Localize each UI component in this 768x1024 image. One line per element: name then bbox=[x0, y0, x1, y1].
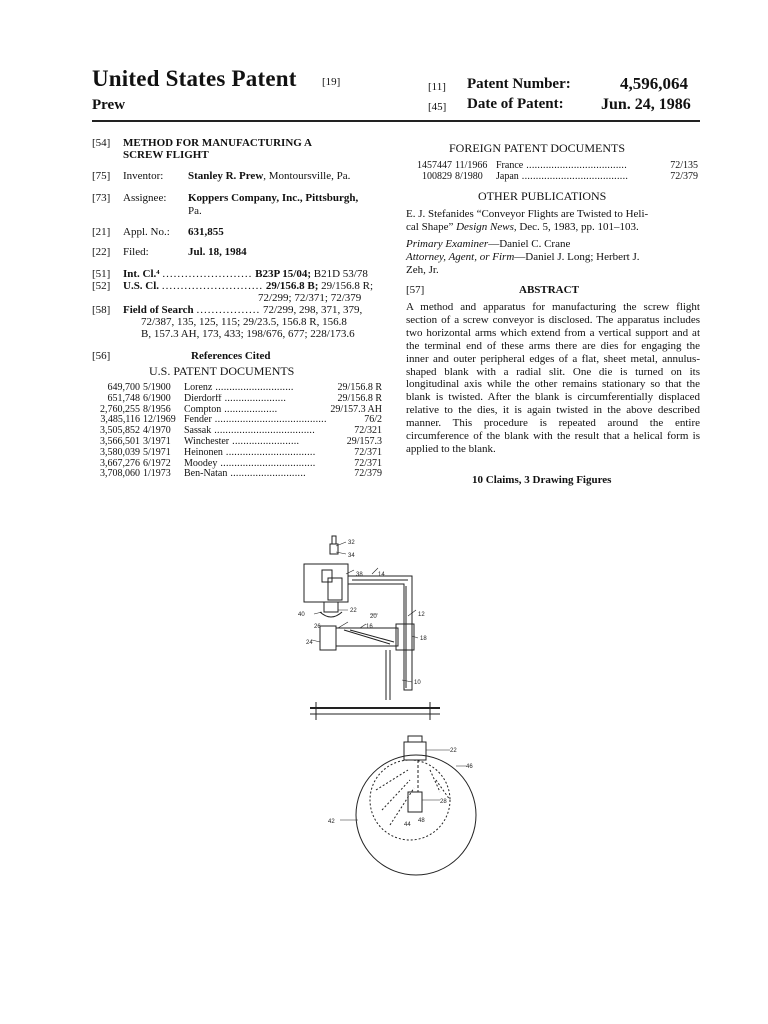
inventor-value: Stanley R. Prew, Montoursville, Pa. bbox=[188, 170, 351, 182]
us-references-list bbox=[100, 383, 382, 480]
reference-leader-dots: ...................................... bbox=[521, 171, 629, 182]
filed-value: Jul. 18, 1984 bbox=[188, 246, 247, 258]
reference-name: Fender bbox=[184, 415, 212, 426]
appl-value: 631,855 bbox=[188, 226, 224, 238]
reference-name: Lorenz bbox=[184, 383, 213, 393]
fos-line3: B, 157.3 AH, 173, 433; 198/676, 677; 228/173.6 bbox=[141, 328, 355, 340]
reference-number: 3,485,116 bbox=[100, 415, 140, 426]
refs-code: [56] bbox=[92, 350, 111, 362]
patent-number: 4,596,064 bbox=[620, 74, 688, 93]
reference-row bbox=[100, 448, 382, 459]
reference-row bbox=[100, 437, 382, 448]
svg-text:46: 46 bbox=[466, 764, 473, 770]
foreign-docs-title: FOREIGN PATENT DOCUMENTS bbox=[449, 141, 626, 155]
reference-date: 3/1971 bbox=[143, 436, 171, 447]
svg-text:10: 10 bbox=[414, 680, 421, 686]
reference-class: 72/321 bbox=[354, 426, 382, 437]
reference-number: 100829 bbox=[422, 171, 452, 182]
filed-label: Filed: bbox=[123, 246, 149, 258]
svg-text:40: 40 bbox=[298, 612, 305, 618]
inventor-code: [75] bbox=[92, 170, 111, 182]
reference-row bbox=[100, 459, 382, 470]
date-label: Date of Patent: bbox=[467, 96, 564, 112]
reference-number: 1457447 bbox=[417, 161, 452, 171]
patent-date: Jun. 24, 1986 bbox=[601, 96, 691, 113]
reference-date: 1/1973 bbox=[143, 469, 171, 480]
foreign-references-list bbox=[412, 161, 698, 183]
blank-labels bbox=[328, 748, 473, 828]
reference-leader-dots: ........................... bbox=[230, 469, 306, 480]
claims-summary: 10 Claims, 3 Drawing Figures bbox=[472, 474, 612, 486]
reference-name: Heinonen bbox=[184, 447, 223, 458]
attorney: Attorney, Agent, or Firm—Daniel J. Long; Herbert J. bbox=[406, 251, 640, 263]
abstract-title: ABSTRACT bbox=[519, 284, 579, 296]
reference-date: 6/1900 bbox=[143, 393, 171, 404]
svg-text:44: 44 bbox=[404, 822, 411, 828]
reference-number: 651,748 bbox=[107, 393, 140, 404]
svg-text:20: 20 bbox=[370, 614, 377, 620]
reference-number: 3,505,852 bbox=[100, 426, 140, 437]
reference-leader-dots: .................................... bbox=[526, 161, 628, 171]
svg-text:18: 18 bbox=[420, 636, 427, 642]
svg-text:22: 22 bbox=[350, 608, 357, 614]
reference-date: 4/1970 bbox=[143, 426, 171, 437]
reference-name: Sassak bbox=[184, 426, 212, 437]
patent-drawing bbox=[290, 530, 490, 880]
reference-class: 72/371 bbox=[354, 447, 382, 458]
svg-text:42: 42 bbox=[328, 819, 335, 825]
intcl-row: Int. Cl.⁴ ........................ B23P 15/04; B21D 53/78 bbox=[123, 268, 368, 280]
reference-row bbox=[100, 415, 382, 426]
reference-class: 29/157.3 bbox=[346, 436, 382, 447]
reference-row bbox=[100, 426, 382, 437]
svg-text:22: 22 bbox=[450, 748, 457, 754]
uscl-line2: 72/299; 72/371; 72/379 bbox=[258, 292, 362, 304]
svg-text:34: 34 bbox=[348, 553, 355, 559]
patent-title: United States Patent bbox=[92, 66, 297, 91]
blank-figure bbox=[356, 736, 476, 875]
reference-row bbox=[100, 383, 382, 394]
reference-number: 3,708,060 bbox=[100, 469, 140, 480]
appl-label: Appl. No.: bbox=[123, 226, 170, 238]
svg-text:24: 24 bbox=[306, 640, 313, 646]
reference-leader-dots: ............................ bbox=[215, 383, 294, 393]
reference-date: 6/1972 bbox=[143, 458, 171, 469]
reference-name: France bbox=[496, 161, 524, 171]
reference-date: 8/1980 bbox=[455, 171, 483, 182]
other-pubs-title: OTHER PUBLICATIONS bbox=[478, 189, 607, 203]
svg-text:28: 28 bbox=[440, 799, 447, 805]
reference-date: 12/1969 bbox=[143, 415, 176, 426]
abstract-text: A method and apparatus for manufacturing the screw flight section of a screw conveyor is disclosed. The apparatus includes two horizontal arms which extend from a vertical support and at the terminal end of these arms there are dies for engaging the inner and outer peripheral edges of a flat, sheet metal, annulus-shaped blank with a radial slit. One die is turned on its longitudinal axis while the other remains stationary so that the blank is twisted. After the blank is circumferentially displaced relative to the dies, it is again twisted in the above described manner. This procedure is repeated around the entire circumference of the blank with the result that a helical form is applied to the blank. bbox=[406, 301, 700, 455]
reference-leader-dots: ................... bbox=[224, 404, 278, 415]
reference-leader-dots: .................................... bbox=[214, 426, 316, 437]
abstract-code: [57] bbox=[406, 284, 425, 296]
reference-row bbox=[412, 161, 698, 172]
title-field-code: [54] bbox=[92, 137, 111, 149]
svg-text:14: 14 bbox=[378, 572, 385, 578]
fos-code: [58] bbox=[92, 304, 111, 316]
other-pub-line1: E. J. Stefanides “Conveyor Flights are Twisted to Heli- bbox=[406, 208, 649, 220]
inventor-label: Inventor: bbox=[123, 170, 164, 182]
reference-class: 72/135 bbox=[670, 161, 698, 171]
reference-name: Ben-Natan bbox=[184, 469, 228, 480]
assignee-line1: Koppers Company, Inc., Pittsburgh, bbox=[188, 192, 359, 204]
uscl-code: [52] bbox=[92, 280, 111, 292]
reference-name: Compton bbox=[184, 404, 222, 415]
filed-code: [22] bbox=[92, 246, 111, 258]
other-pub-line2: cal Shape” Design News, Dec. 5, 1983, pp. 101–103. bbox=[406, 221, 639, 233]
svg-text:26: 26 bbox=[314, 624, 321, 630]
uscl-row: U.S. Cl. ........................... 29/156.8 B; 29/156.8 R; bbox=[123, 280, 374, 292]
reference-number: 649,700 bbox=[107, 383, 140, 393]
svg-text:12: 12 bbox=[418, 612, 425, 618]
reference-number: 3,566,501 bbox=[100, 436, 140, 447]
reference-name: Japan bbox=[496, 171, 519, 182]
reference-name: Winchester bbox=[184, 436, 230, 447]
svg-text:32: 32 bbox=[348, 540, 355, 546]
reference-leader-dots: .................................. bbox=[220, 458, 316, 469]
assignee-line2: Pa. bbox=[188, 205, 202, 217]
reference-class: 76/2 bbox=[364, 415, 382, 426]
invention-title-line2: SCREW FLIGHT bbox=[123, 149, 209, 161]
reference-number: 3,580,039 bbox=[100, 447, 140, 458]
appl-code: [21] bbox=[92, 226, 111, 238]
reference-leader-dots: ................................ bbox=[225, 447, 316, 458]
fos-row: Field of Search ................. 72/299, 298, 371, 379, bbox=[123, 304, 363, 316]
reference-number: 2,760,255 bbox=[100, 404, 140, 415]
inventor-short: Prew bbox=[92, 97, 126, 113]
reference-row bbox=[412, 172, 698, 183]
reference-class: 29/156.8 R bbox=[337, 393, 382, 404]
patent-number-label: Patent Number: bbox=[467, 76, 571, 92]
reference-class: 72/379 bbox=[354, 469, 382, 480]
us-docs-title: U.S. PATENT DOCUMENTS bbox=[149, 364, 295, 378]
reference-number: 3,667,276 bbox=[100, 458, 140, 469]
reference-class: 72/371 bbox=[354, 458, 382, 469]
patent-number-code: [11] bbox=[428, 81, 446, 93]
assignee-code: [73] bbox=[92, 192, 111, 204]
reference-leader-dots: ...................... bbox=[224, 393, 287, 404]
reference-leader-dots: ........................................ bbox=[214, 415, 327, 426]
title-code: [19] bbox=[322, 76, 341, 88]
date-code: [45] bbox=[428, 101, 447, 113]
reference-row bbox=[100, 469, 382, 480]
assignee-label: Assignee: bbox=[123, 192, 167, 204]
reference-name: Moodey bbox=[184, 458, 218, 469]
reference-leader-dots: ........................ bbox=[232, 436, 300, 447]
reference-name: Dierdorff bbox=[184, 393, 222, 404]
reference-date: 5/1900 bbox=[143, 383, 171, 393]
refs-title: References Cited bbox=[191, 350, 271, 362]
intcl-code: [51] bbox=[92, 268, 111, 280]
reference-date: 11/1966 bbox=[455, 161, 488, 171]
reference-class: 29/156.8 R bbox=[337, 383, 382, 393]
header-rule bbox=[92, 120, 700, 122]
reference-date: 5/1971 bbox=[143, 447, 171, 458]
attorney-line2: Zeh, Jr. bbox=[406, 264, 439, 276]
fos-line2: 72/387, 135, 125, 115; 29/23.5, 156.8 R, 156.8 bbox=[141, 316, 347, 328]
reference-row bbox=[100, 394, 382, 405]
primary-examiner: Primary Examiner—Daniel C. Crane bbox=[406, 238, 571, 250]
reference-date: 8/1956 bbox=[143, 404, 171, 415]
reference-row bbox=[100, 405, 382, 416]
svg-text:48: 48 bbox=[418, 818, 425, 824]
reference-class: 29/157.3 AH bbox=[330, 404, 382, 415]
reference-class: 72/379 bbox=[670, 171, 698, 182]
svg-text:38: 38 bbox=[356, 572, 363, 578]
svg-text:16: 16 bbox=[366, 624, 373, 630]
invention-title-line1: METHOD FOR MANUFACTURING A bbox=[123, 137, 312, 149]
